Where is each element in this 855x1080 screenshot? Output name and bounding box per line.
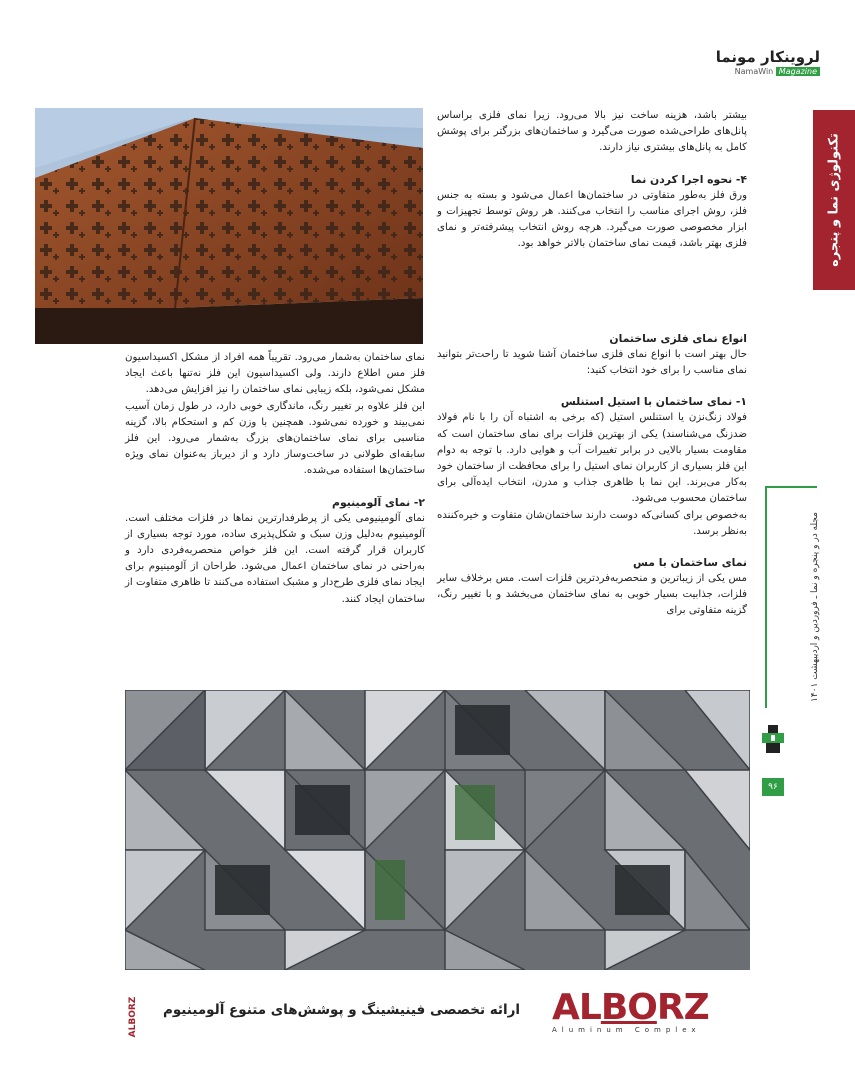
copper-title: نمای ساختمان با مس bbox=[633, 556, 747, 570]
types-body: حال بهتر است با انواع نمای فلزی ساختمان آشنا شوید تا راحت‌تر بتوانید نمای مناسب را برای خود انتخاب کنید: bbox=[437, 349, 747, 377]
window-icon bbox=[760, 725, 786, 753]
aluminum-body: نمای آلومینیومی یکی از پرطرفدارترین نماها در فلزات مختلف است. آلومینیوم به‌دلیل وزن سبک و شکل‌پذیری ساده، مورد توجه بسیاری از کاربران قرار گرفته است. این فلز خواص منحصربه‌فردی دارد و به‌راحتی در نمای ساختمان اعمال می‌شود. طراحان از آلومینیوم برای ایجاد نمای فلزی طرح‌دار و مشبک استفاده می‌کنند تا ظاهری متفاوت از ساختمان ایجاد کنند. bbox=[125, 512, 425, 605]
alborz-wordmark bbox=[552, 987, 730, 1028]
section-tab bbox=[813, 110, 855, 290]
steel-title: ۱- نمای ساختمان با استیل استنلس bbox=[560, 395, 747, 409]
logo-magazine: Magazine bbox=[776, 67, 820, 76]
green-rule-vertical bbox=[765, 486, 767, 708]
alborz-bo: BO bbox=[600, 987, 657, 1028]
types-title: انواع نمای فلزی ساختمان bbox=[609, 332, 747, 345]
section-title: تکنولوژی نما و پنجره bbox=[826, 133, 842, 267]
alborz-logo bbox=[552, 987, 730, 1038]
alborz-subtitle: Aluminum Complex bbox=[552, 1026, 701, 1034]
page-number: ۹۶ bbox=[762, 778, 784, 796]
alborz-rz: RZ bbox=[656, 987, 709, 1028]
magazine-caption: مجله در و پنجره و نما ـ فروردین و اردیبهشت ۱۴۰۱ bbox=[810, 512, 820, 702]
alborz-al: AL bbox=[552, 987, 601, 1028]
steel-body-2: به‌خصوص برای کسانی‌که دوست دارند ساختمان‌شان متفاوت و خیره‌کننده به‌نظر برسد. bbox=[437, 509, 747, 537]
section-4-body: ورق فلز به‌طور متفاوتی در ساختمان‌ها اعمال می‌شود و بسته به جنس فلز، روش اجرای مناسب را انتخاب می‌کنند. هر روش توسط تجهیزات و ابزار مخصوصی صورت می‌گیرد. هرچه روش انتخاب پیشرفته‌تر و نمای فلزی بهتر باشد، قیمت نمای ساختمان بالاتر خواهد بود. bbox=[437, 189, 747, 250]
green-rule-horizontal bbox=[765, 486, 817, 488]
footer-tagline: ارائه تخصصی فینیشینگ و پوشش‌های متنوع آلومینیوم bbox=[162, 1002, 520, 1018]
magazine-logo bbox=[640, 48, 820, 84]
text-column-left bbox=[125, 350, 425, 608]
vertical-brand: ALBORZ bbox=[128, 996, 138, 1038]
steel-body: فولاد زنگ‌نزن یا استنلس استیل (که برخی به اشتباه آن را با نام فولاد ضدزنگ می‌شناسند) یکی از بهترین فلزات برای نمای ساختمان است که مقاومت بسیار بالایی در برابر تغییرات آب و هوایی دارد. با توجه به دوام این فلز بسیاری از کاربران نمای استیل را برای محافظت از ساختمان خود به‌کار می‌برند. این نما با ظاهری جذاب و مدرن، انتخاب ایده‌آلی برای ساختمان محسوب می‌شود. bbox=[437, 412, 747, 505]
aluminum-facade-photo bbox=[125, 690, 750, 970]
left-paragraph-2: این فلز علاوه بر تغییر رنگ، ماندگاری خوبی دارد، در طول زمان آسیب نمی‌بیند و خورده نمی‌شود. همچنین با وزن کم و استحکام بالا، گزینه مناسبی برای نمای ساختمان‌های بزرگ به‌شمار می‌رود. این فلز سابقه‌ای طولانی در ساخت‌وساز دارد و از دیرباز به‌عنوان نمای ویژه ساختمان‌ها استفاده می‌شده. bbox=[125, 400, 425, 477]
text-column-right-top bbox=[437, 108, 747, 252]
text-column-right-bottom bbox=[437, 330, 747, 620]
copper-body: مس یکی از زیباترین و منحصربه‌فردترین فلزات است. مس برخلاف سایر فلزات، جذابیت بسیار خوبی به نمای ساختمان می‌بخشد و با تغییر رنگ، گزینه متفاوتی برای bbox=[437, 573, 747, 617]
intro-paragraph: بیشتر باشد، هزینه ساخت نیز بالا می‌رود. زیرا نمای فلزی براساس پانل‌های طراحی‌شده صورت می‌گیرد و ساختمان‌های بزرگتر برای پوشش کامل به پانل‌های بیشتری نیاز دارند. bbox=[437, 110, 747, 154]
logo-namawin: NamaWin bbox=[734, 67, 774, 76]
logo-persian: لروینکار مونما bbox=[715, 48, 820, 66]
section-4-title: ۴- نحوه اجرا کردن نما bbox=[630, 172, 747, 186]
logo-english bbox=[640, 66, 820, 77]
aluminum-title: ۲- نمای آلومینیوم bbox=[332, 495, 425, 509]
left-paragraph-1: نمای ساختمان به‌شمار می‌رود. تقریباً همه افراد از مشکل اکسیداسیون فلز مس اطلاع دارند. ولی اکسیداسیون این فلز نه‌تنها باعث ایجاد مشکل نمی‌شود، بلکه زیبایی نمای ساختمان را نیز افزایش می‌دهد. bbox=[125, 352, 425, 396]
corten-facade-photo bbox=[35, 108, 423, 344]
